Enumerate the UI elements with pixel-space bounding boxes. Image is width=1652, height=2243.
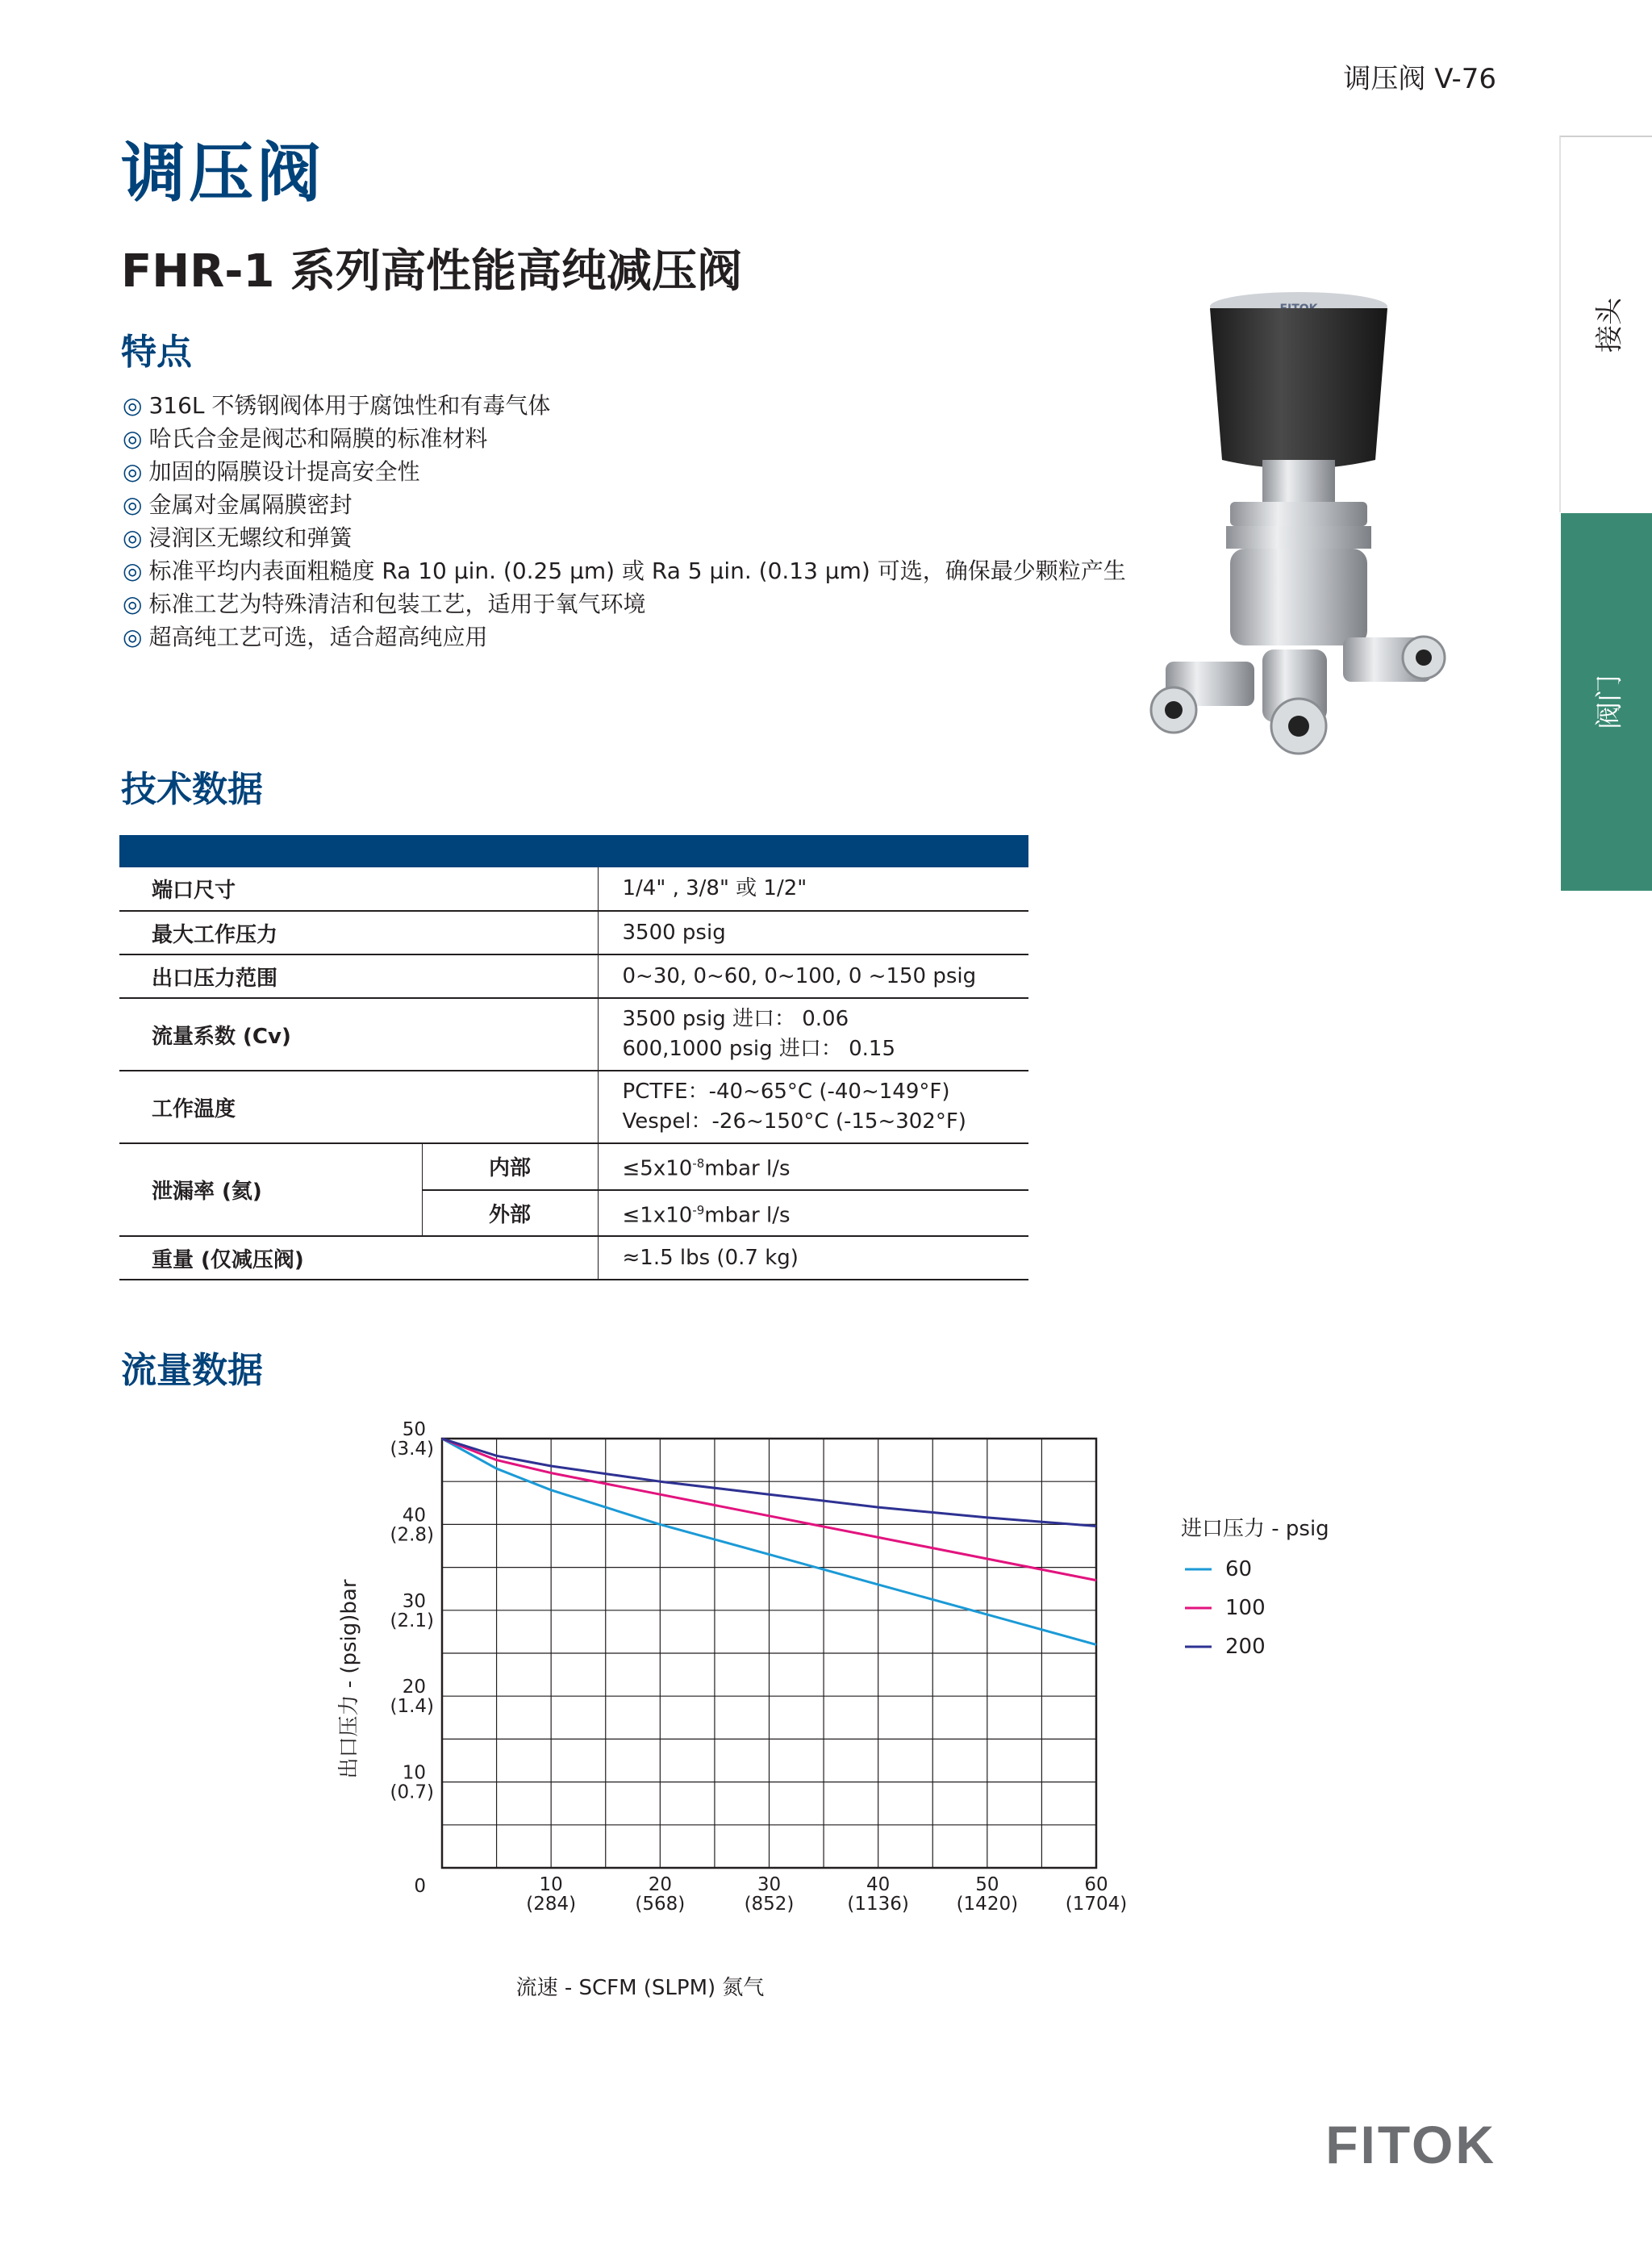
feature-item: ◎ 金属对金属隔膜密封 <box>123 491 353 518</box>
x-tick-label-slpm: (1420) <box>956 1894 1019 1915</box>
page-reference: 调压阀 V-76 <box>1343 63 1496 95</box>
spec-value: 3500 psig 进口： 0.06 600,1000 psig 进口： 0.15 <box>598 998 1028 1071</box>
flow-chart <box>307 1404 1355 2017</box>
bullet-icon: ◎ <box>123 524 143 551</box>
spec-value: $\le 1x10^{-9}mbar$ l/s <box>598 1190 1028 1237</box>
table-row <box>119 911 1028 954</box>
page-title: 调压阀 <box>121 136 324 211</box>
feature-item: ◎ 哈氏合金是阀芯和隔膜的标准材料 <box>123 425 488 452</box>
y-tick-label-bar: (1.4) <box>390 1696 434 1718</box>
y-tick-label: 20 <box>402 1677 426 1698</box>
spec-value: ≈1.5 lbs (0.7 kg) <box>598 1236 1028 1280</box>
tech-heading: 技术数据 <box>121 769 263 810</box>
bullet-icon: ◎ <box>123 458 143 485</box>
y-tick-label: 30 <box>402 1590 426 1612</box>
x-tick-label: 20 <box>648 1874 672 1895</box>
spec-subkey: 内部 <box>422 1143 598 1190</box>
spec-key: 泄漏率 (氦) <box>119 1143 422 1236</box>
bullet-icon: ◎ <box>123 591 143 617</box>
x-tick-label: 10 <box>539 1874 563 1895</box>
spec-value: 1/4" , 3/8" 或 1/2" <box>598 867 1028 911</box>
spec-key: 重量 (仅减压阀) <box>119 1236 598 1280</box>
flow-heading: 流量数据 <box>121 1350 263 1391</box>
legend-label-200: 200 <box>1225 1635 1266 1659</box>
y-tick-label: 10 <box>402 1762 426 1784</box>
product-subtitle: FHR-1 系列高性能高纯减压阀 <box>121 245 742 298</box>
legend-label-60: 60 <box>1225 1557 1253 1581</box>
feature-item: ◎ 316L 不锈钢阀体用于腐蚀性和有毒气体 <box>123 392 551 419</box>
bullet-icon: ◎ <box>123 624 143 650</box>
table-row <box>119 1143 1028 1190</box>
legend-title: 进口压力 - psig <box>1181 1517 1329 1541</box>
table-header-bar <box>119 835 1028 867</box>
feature-list <box>123 389 1126 654</box>
bullet-icon: ◎ <box>123 425 143 452</box>
table-row <box>119 867 1028 911</box>
bullet-icon: ◎ <box>123 558 143 584</box>
side-tab-joints[interactable] <box>1559 136 1652 512</box>
x-tick-label: 60 <box>1084 1874 1108 1895</box>
features-heading: 特点 <box>121 332 192 373</box>
spec-key: 最大工作压力 <box>119 911 598 954</box>
x-tick-label: 40 <box>866 1874 891 1895</box>
legend-label-100: 100 <box>1225 1596 1266 1620</box>
x-tick-label-slpm: (1136) <box>847 1894 909 1915</box>
spec-key: 工作温度 <box>119 1071 598 1143</box>
y-axis-title: 出口压力 - (psig)bar <box>337 1579 361 1779</box>
feature-item: ◎ 标准工艺为特殊清洁和包装工艺，适用于氧气环境 <box>123 591 646 617</box>
table-row <box>119 1071 1028 1143</box>
feature-item: ◎ 加固的隔膜设计提高安全性 <box>123 458 420 485</box>
x-tick-label-slpm: (284) <box>526 1894 577 1915</box>
y-tick-label: 50 <box>402 1419 426 1440</box>
spec-subkey: 外部 <box>422 1190 598 1237</box>
spec-value: PCTFE：-40~65°C (-40~149°F) Vespel：-26~150°C (-15~302°F) <box>598 1071 1028 1143</box>
table-row <box>119 954 1028 998</box>
side-tab-valves-label: 阀门 <box>1593 675 1625 729</box>
x-tick-label-slpm: (852) <box>744 1894 795 1915</box>
regulator-product-image <box>1149 290 1448 775</box>
bullet-icon: ◎ <box>123 491 143 518</box>
spec-key: 出口压力范围 <box>119 954 598 998</box>
x-tick-label: 30 <box>757 1874 782 1895</box>
spec-key: 端口尺寸 <box>119 867 598 911</box>
fitok-logo: FITOK <box>1325 2115 1496 2174</box>
y-tick-label-bar: (2.1) <box>390 1610 434 1631</box>
side-tab-valves[interactable] <box>1561 513 1652 891</box>
spec-key: 流量系数 (Cv) <box>119 998 598 1071</box>
y-tick-label-bar: (2.8) <box>390 1524 434 1546</box>
table-row <box>119 998 1028 1071</box>
feature-item: ◎ 超高纯工艺可选，适合超高纯应用 <box>123 624 488 650</box>
spec-value: $\le 5x10^{-8}mbar$ l/s <box>598 1143 1028 1190</box>
spec-value: 3500 psig <box>598 911 1028 954</box>
y-tick-label-bar: (0.7) <box>390 1781 434 1803</box>
y-tick-label: 40 <box>402 1505 426 1527</box>
spec-table <box>119 835 1028 1280</box>
feature-item: ◎ 浸润区无螺纹和弹簧 <box>123 524 353 551</box>
bullet-icon: ◎ <box>123 392 143 419</box>
origin-label: 0 <box>414 1876 426 1897</box>
side-tab-joints-label: 接头 <box>1593 297 1625 353</box>
x-tick-label: 50 <box>975 1874 999 1895</box>
x-tick-label-slpm: (568) <box>635 1894 686 1915</box>
feature-item: ◎ 标准平均内表面粗糙度 Ra 10 μin. (0.25 μm) 或 Ra 5 μin. (0.13 μm) 可选，确保最少颗粒产生 <box>123 558 1126 584</box>
x-tick-label-slpm: (1704) <box>1065 1894 1128 1915</box>
spec-value: 0~30, 0~60, 0~100, 0 ~150 psig <box>598 954 1028 998</box>
x-axis-title: 流速 - SCFM (SLPM) 氮气 <box>515 1976 765 2000</box>
table-row <box>119 1236 1028 1280</box>
y-tick-label-bar: (3.4) <box>390 1439 434 1460</box>
